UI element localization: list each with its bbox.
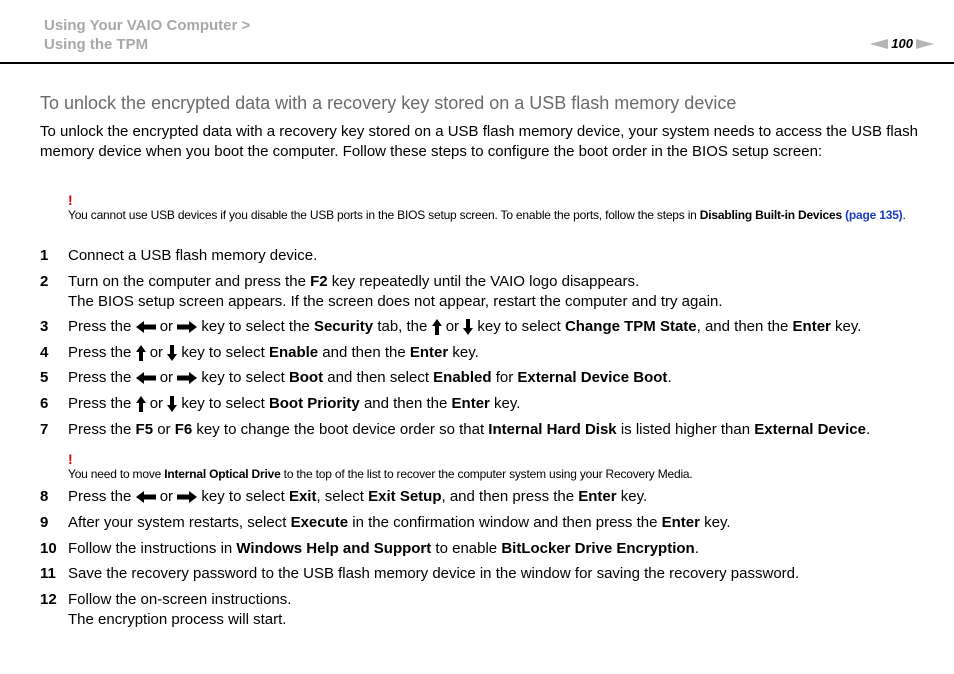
page-navigation <box>870 36 934 51</box>
list-item: 3 Press the or key to select the Security tab, the or key to select Change TPM State, and then the Enter key. <box>40 318 862 335</box>
previous-page-icon[interactable] <box>870 39 888 49</box>
arrow-right-icon <box>177 491 197 503</box>
list-item: 7 Press the F5 or F6 key to change the boot device order so that Internal Hard Disk is listed higher than External Device. <box>40 421 871 438</box>
page-number: 100 <box>891 36 913 51</box>
arrow-down-icon <box>167 345 177 361</box>
arrow-down-icon <box>167 396 177 412</box>
intro-paragraph: To unlock the encrypted data with a recovery key stored on a USB flash memory device, your system needs to access the USB flash memory device when you boot the computer. Follow these steps to configure the boot order in the BIOS setup screen: <box>40 123 918 160</box>
header-divider <box>0 62 954 64</box>
next-page-icon[interactable] <box>916 39 934 49</box>
section-heading: To unlock the encrypted data with a recovery key stored on a USB flash memory device <box>40 93 737 113</box>
arrow-up-icon <box>136 396 146 412</box>
list-item: 1 Connect a USB flash memory device. <box>40 247 318 264</box>
arrow-left-icon <box>136 491 156 503</box>
arrow-right-icon <box>177 372 197 384</box>
page-link[interactable]: (page 135) <box>845 208 903 222</box>
breadcrumb-parent[interactable]: Using Your VAIO Computer > <box>44 17 251 34</box>
list-item: 11 Save the recovery password to the USB flash memory device in the window for saving the recovery password. <box>40 565 800 582</box>
breadcrumb <box>44 16 250 54</box>
warning-icon: ! <box>68 451 73 467</box>
arrow-up-icon <box>432 319 442 335</box>
note-optical-drive <box>68 452 928 483</box>
note-usb-ports <box>68 193 928 224</box>
note-text: You need to move Internal Optical Drive to the top of the list to recover the computer system using your Recovery Media. <box>68 467 693 481</box>
list-item: 8 Press the or key to select Exit, select Exit Setup, and then press the Enter key. <box>40 488 648 505</box>
list-item: 12 Follow the on-screen instructions. The encryption process will start. <box>40 591 292 628</box>
list-item: 9 After your system restarts, select Execute in the confirmation window and then press the Enter key. <box>40 514 731 531</box>
list-item: 2 Turn on the computer and press the F2 key repeatedly until the VAIO logo disappears. The BIOS setup screen appears. If the screen does not appear, restart the computer and try again. <box>40 273 723 310</box>
arrow-left-icon <box>136 372 156 384</box>
list-item: 6 Press the or key to select Boot Priority and then the Enter key. <box>40 395 521 412</box>
arrow-up-icon <box>136 345 146 361</box>
note-link-title[interactable]: Disabling Built-in Devices <box>699 208 842 222</box>
breadcrumb-current[interactable]: Using the TPM <box>44 36 149 53</box>
note-text: You cannot use USB devices if you disable the USB ports in the BIOS setup screen. To enable the ports, follow the steps in Disabling Built-in Devices (page 135). <box>68 208 906 222</box>
arrow-down-icon <box>463 319 473 335</box>
arrow-right-icon <box>177 321 197 333</box>
warning-icon: ! <box>68 192 73 208</box>
arrow-left-icon <box>136 321 156 333</box>
list-item: 10 Follow the instructions in Windows Help and Support to enable BitLocker Drive Encryption. <box>40 540 699 557</box>
list-item: 4 Press the or key to select Enable and then the Enter key. <box>40 344 479 361</box>
list-item: 5 Press the or key to select Boot and then select Enabled for External Device Boot. <box>40 369 672 386</box>
